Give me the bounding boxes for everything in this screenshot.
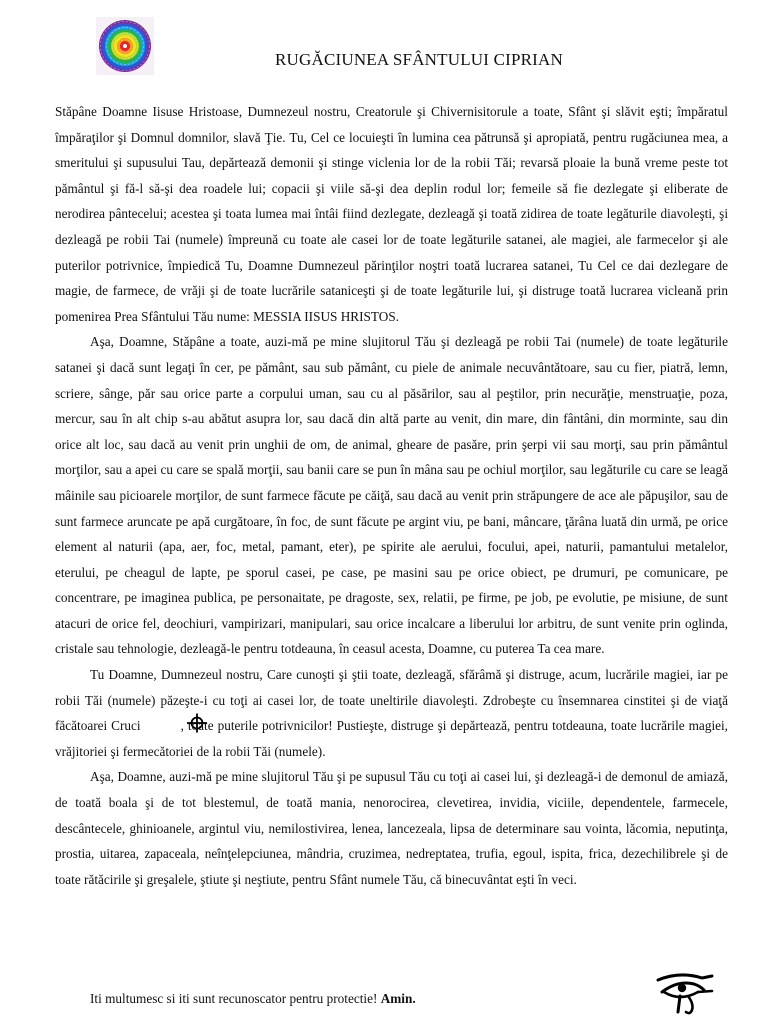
paragraph-3-part-b: , toate puterile potrivnicilor! Pustieşte, distruge şi depărtează, pentru totdeauna, toate lucrările magiei, vrăjitoriei şi fermecătoriei de la robii Tăi (numele).: [55, 718, 728, 759]
amen-text: Amin.: [380, 991, 416, 1006]
paragraph-3-part-a: Tu Doamne, Dumnezeul nostru, Care cunoşti şi ştii toate, dezleagă, sfărâmă şi distruge, acum, lucrările magiei, iar pe robii Tăi (numele) păzeşte-i cu toţi ai casei lor, de toate uneltirile diavoleşti. Zdrobeşte cu însemnarea cinstitei şi de viaţă făcătoarei Cruci: [55, 667, 728, 734]
cross-target-icon: [149, 713, 175, 733]
page-title: RUGĂCIUNEA SFÂNTULUI CIPRIAN: [274, 50, 563, 69]
paragraph-2: Aşa, Doamne, Stăpâne a toate, auzi-mă pe mine slujitorul Tău şi dezleagă pe robii Tai (numele) de toate legăturile satanei şi dacă sunt legaţi în cer, pe pământ, sau sub pământ, cu piele de animale necuvântătoare, sau cu fier, piatră, lemn, scriere, sânge, păr sau orice parte a corpului uman, sau cu al păsărilor, sau al peştilor, prin necurăţie, menstruaţie, poza, mercur, sau în alt chip s-au abătut asupra lor, sau dacă din altă parte au venit, din mare, din fântâni, din morminte, sau din orice alt loc, sau dacă au venit prin unghii de om, de animal, gheare de pasăre, prin şerpi vii sau morţi, sau prin pământul morţilor, sau a apei cu care se spală morţii, sau banii care se pun în mâna sau pe ochiul morţilor, sau legăturile cu care se leagă mâinile sau picioarele morţilor, de sunt farmece făcute pe căiţă, sau dacă au venit prin străpungere de ace ale păpuşilor, sau de sunt farmece aruncate pe apă curgătoare, în foc, de sunt făcute pe argint viu, pe bani, mâncare, ţărâna luată din urmă, pe orice element al naturii (apa, aer, foc, metal, pamant, eter), pe spirite ale aerului, focului, apei, naturii, pamantului metalelor, eterului, pe cheagul de lapte, pe sporul casei, pe case, pe masini sau pe orice obiect, pe drumuri, pe comunicare, pe concentrare, pe imaginea publica, pe personaitate, pe dragoste, sex, relatii, pe firme, pe job, pe evolutie, pe misiune, de sunt atacuri de orice fel, deochiuri, vampirizari, manipulari, sau orice incalcare a liberului lor arbitru, de sunt venite prin oglinda, cristale sau tehnologie, dezleagă-le pentru totdeauna, în ceasul acesta, Doamne, cu puterea Ta cea mare.: [55, 334, 728, 657]
eye-of-horus-icon: [654, 972, 716, 1016]
paragraph-3: [55, 662, 728, 764]
paragraph-1: Stăpâne Doamne Iisuse Hristoase, Dumnezeul nostru, Creatorule şi Chivernisitorule a toate, Sfânt şi slăvit eşti; împăratul împăraţilor şi Domnul domnilor, slavă Ţie. Tu, Cel ce locuieşti în lumina cea pătrunsă şi apropiată, pentru rugăciunea mea, a smeritului şi supusului Tau, depărtează demonii şi stinge viclenia lor de la robii Tăi; revarsă ploaie la bună vreme peste tot pământul şi fă-l să-şi dea roadele lui; copacii şi viile să-şi dea deplin rodul lor; femeile să fie dezlegate şi eliberate de nerodirea pântecelui; acestea şi toata lumea mai întâi fiind dezlegate, dezleagă şi toată zidirea de toate legăturile diavoleşti, şi dezleagă pe robii Tai (numele) împreună cu toate ale casei lor de toate legăturile satanei, ale magiei, ale farmecelor şi ale puterilor potrivnice, împiedică Tu, Doamne Dumnezeul părinţilor noştri toată lucrarea satanei, Tu Cel ce dai dezlegare de magie, de farmece, de vrăji şi de toate lucrările sataniceşti şi de toate legăturile lui, şi distruge toată lucrarea vicleană prin pomenirea Prea Sfântului Tău nume: MESSIA IISUS HRISTOS.: [55, 104, 728, 324]
prayer-body: [55, 99, 728, 892]
paragraph-4: Aşa, Doamne, auzi-mă pe mine slujitorul Tău şi pe supusul Tău cu toţi ai casei lui, şi dezleagă-i de demonul de amiază, de toată boala şi de tot blestemul, de toată mania, nenorocirea, clevetirea, invidia, viciile, dependentele, farmecele, descântecele, ghinioanele, argintul viu, nemilostivirea, lenea, lancezeala, lipsa de determinare sau vointa, lăcomia, neputinţa, prostia, uitarea, zapaceala, neînţelepciunea, mândria, cruzimea, nedreptatea, trufia, egoul, ispita, frica, dezechilibrele şi de toate rătăcirile şi greşalele, ştiute şi neştiute, pentru Sfânt numele Tău, că binecuvântat eşti în veci.: [55, 769, 728, 887]
thanks-text: Iti multumesc si iti sunt recunoscator pentru protectie!: [90, 991, 378, 1006]
thanks-line: [90, 991, 416, 1007]
